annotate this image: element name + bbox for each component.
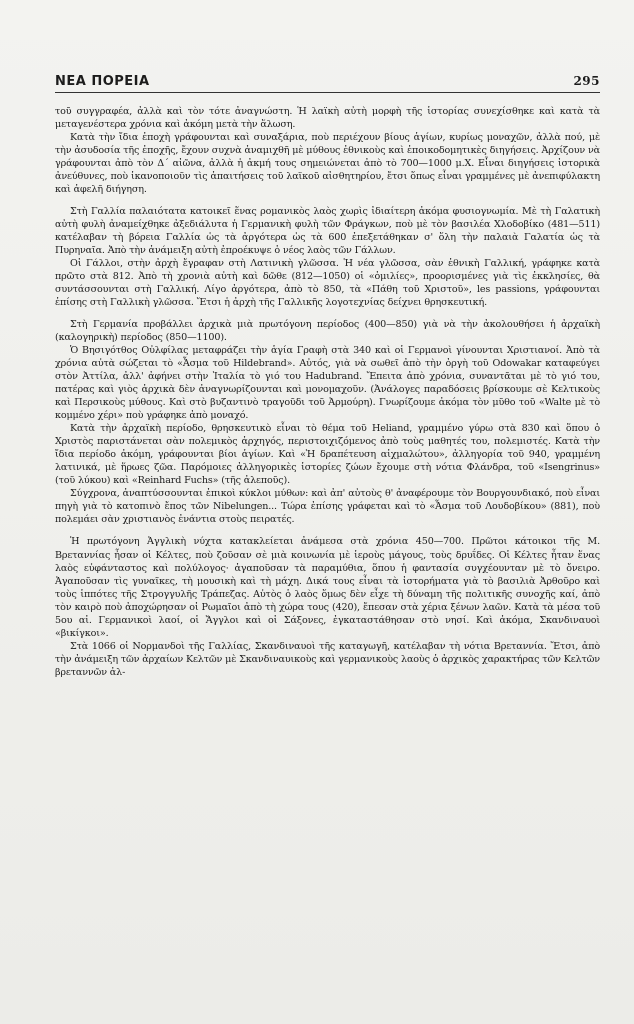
paragraph: Κατὰ τὴν ἀρχαϊκὴ περίοδο, θρησκευτικὸ εἶναι τὸ θέμα τοῦ Heliand, γραμμένο γύρω στὰ 830 καὶ ὅπου ὁ Χριστὸς παριστάνεται σὰν πολεμικὸς ἀρχηγός, περιστοιχιζόμενος ἀπὸ τοὺς μαθητές του, πολεμιστές. Κατὰ τὴν ἴδια περίοδο ἀκόμη, γράφουνται βίοι ἁγίων. Καὶ «Ἡ δραπέτευση αἰχμαλώτου», ἀλληγορία τοῦ 940, γραμμένη λατινικά, μὲ ἥρωες ζῶα. Παρόμοιες ἀλληγορικὲς ἱστορίες ζώων ἔχουμε στὴ νότια Φλάνδρα, τοῦ «Isengrinus» (τοῦ λύκου) καὶ «Reinhard Fuchs» (τῆς ἀλεποῦς). (55, 423, 600, 487)
paragraph: Κατὰ τὴν ἴδια ἐποχὴ γράφουνται καὶ συναξάρια, ποὺ περιέχουν βίους ἁγίων, κυρίως μοναχῶν, ἀλλὰ πού, μὲ τὴν ἀσυδοσία τῆς ἐποχῆς, ἔχουν συχνὰ ἀναμιχθῆ μὲ μύθους ἐθνικοὺς καὶ ἐποικοδομητικὲς διηγήσεις. Ἀρχίζουν νὰ γράφουνται ἀπὸ τὸν Δ´ αἰῶνα, ἀλλὰ ἡ ἀκμή τους σημειώνεται ἀπὸ τὸ 700—1000 μ.Χ. Εἶναι διηγήσεις ἱστορικὰ ἀνεύθυνες, ποὺ ἱκανοποιοῦν τὶς ἀπαιτήσεις τοῦ λαϊκοῦ αἰσθητηρίου, ἔτσι ὅπως εἶναι γραμμένες μὲ ἀνεπιφύλακτη καὶ ἀφελῆ διήγηση. (55, 132, 600, 196)
journal-title: ΝΕΑ ΠΟΡΕΙΑ (55, 74, 150, 89)
page-number: 295 (573, 74, 600, 88)
paragraph: Στὰ 1066 οἱ Νορμανδοὶ τῆς Γαλλίας, Σκανδιναυοὶ τῆς καταγωγῆ, κατέλαβαν τὴ νότια Βρεταννία. Ἔτσι, ἀπὸ τὴν ἀνάμειξη τῶν ἀρχαίων Κελτῶν μὲ Σκανδιναυικοὺς καὶ γερμανικοὺς λαοὺς ὁ ἀρχικὸς χαρακτήρας τῶν Κελτῶν βρεταννῶν ἀλ- (55, 640, 600, 678)
paragraph: Στὴ Γαλλία παλαιότατα κατοικεῖ ἕνας ρομανικὸς λαὸς χωρὶς ἰδιαίτερη ἀκόμα φυσιογνωμία. Μὲ τὴ Γαλατικὴ αὐτὴ φυλὴ ἀναμείχθηκε ἀξεδιάλυτα ἡ Γερμανικὴ φυλὴ τῶν Φράγκων, ποὺ μὲ τὸν βασιλέα Χλοδοβίκο (481—511) κατέλαβαν τὴ βόρεια Γαλλία ὡς τὰ ἀργότερα ὡς τὰ 600 ἐπεξετάθηκαν σ' ὅλη τὴν παλαιὰ Γαλατία ὡς τὰ Πυρηναῖα. Ἀπὸ τὴν ἀνάμειξη αὐτὴ ἐπροέκυψε ὁ νέος λαὸς τῶν Γάλλων. (55, 206, 600, 257)
paragraph: Στὴ Γερμανία προβάλλει ἀρχικὰ μιὰ πρωτόγονη περίοδος (400—850) γιὰ νὰ τὴν ἀκολουθήσει ἡ ἀρχαϊκὴ (καλογηρικὴ) περίοδος (850—1100). (55, 319, 600, 344)
paragraph: Ὁ Βησιγότθος Οὐλφίλας μεταφράζει τὴν ἁγία Γραφὴ στὰ 340 καὶ οἱ Γερμανοὶ γίνουνται Χριστιανοί. Ἀπὸ τὰ χρόνια αὐτὰ σώζεται τὸ «Ἆσμα τοῦ Hildebrand». Αὐτός, γιὰ νὰ σωθεῖ ἀπὸ τὴν ὀργὴ τοῦ Odowakar καταφεύγει στὸν Ἀττίλα, ἀλλ' ἀφήνει στὴν Ἰταλία τὸ γιό του Hadubrand. Ἔπειτα ἀπὸ χρόνια, συναντᾶται μὲ τὸ γιό του, πατέρας καὶ γιὸς ἀρχικὰ δὲν ἀναγνωρίζουνται καὶ μονομαχοῦν. (Ἀνάλογες παραδόσεις βρίσκουμε σὲ Κελτικοὺς καὶ Περσικοὺς μύθους. Καὶ στὸ βυζαντινὸ τραγοῦδι τοῦ Ἀρμούρη). Γνωρίζουμε ἀκόμα τὸν μῦθο τοῦ «Walte μὲ τὸ κομμένο χέρι» ποὺ γράφηκε ἀπὸ μοναχό. (55, 345, 600, 422)
paragraph: Οἱ Γάλλοι, στὴν ἀρχὴ ἔγραφαν στὴ Λατινικὴ γλῶσσα. Ἡ νέα γλῶσσα, σὰν ἐθνικὴ Γαλλική, γράφηκε κατὰ πρῶτο στὰ 812. Ἀπὸ τὴ χρονιὰ αὐτὴ καὶ δῶθε (812—1050) οἱ «ὁμιλίες», προορισμένες γιὰ τὶς ἐκκλησίες, θὰ συντάσσουνται στὴ Γαλλική. Λίγο ἀργότερα, ἀπὸ τὸ 850, τὰ «Πάθη τοῦ Χριστοῦ», les passions, γράφουνται ἐπίσης στὴ Γαλλικὴ γλῶσσα. Ἔτσι ἡ ἀρχὴ τῆς Γαλλικῆς λογοτεχνίας δείχνει θρησκευτική. (55, 258, 600, 309)
paragraph: τοῦ συγγραφέα, ἀλλὰ καὶ τὸν τότε ἀναγνώστη. Ἡ λαϊκὴ αὐτὴ μορφὴ τῆς ἱστορίας συνεχίσθηκε καὶ κατὰ τὰ μεταγενέστερα χρόνια καὶ ἀκόμη μετὰ τὴν ἅλωση. (55, 106, 600, 131)
article-body (55, 105, 600, 679)
paragraph: Σύγχρονα, ἀναπτύσσουνται ἐπικοὶ κύκλοι μύθων: καὶ ἀπ' αὐτοὺς θ' ἀναφέρουμε τὸν Βουργουνδιακό, ποὺ εἶναι πηγὴ γιὰ τὸ κατοπινὸ ἔπος τῶν Nibelungen... Τώρα ἐπίσης γράφεται καὶ τὸ «Ἆσμα τοῦ Λουδοβίκου» (881), ποὺ πολεμάει σὰν χριστιανὸς ἐνάντια στοὺς πειρατές. (55, 488, 600, 526)
running-header (55, 74, 600, 93)
paragraph: Ἡ πρωτόγονη Ἀγγλικὴ νύχτα κατακλείεται ἀνάμεσα στὰ χρόνια 450—700. Πρῶτοι κάτοικοι τῆς Μ. Βρεταννίας ἦσαν οἱ Κέλτες, ποὺ ζοῦσαν σὲ μιὰ κοινωνία μὲ ἱεροὺς μάγους, τοὺς δρυΐδες. Οἱ Κέλτες ἦταν ἕνας λαὸς εὐφάνταστος καὶ πολύλογος· ἀγαποῦσαν τὰ παραμύθια, ὅπου ἡ φαντασία συγχέουνταν μὲ τὸ ὄνειρο. Ἀγαποῦσαν τὶς γυναῖκες, τὴ μουσικὴ καὶ τὴ μάχη. Δικά τους εἶναι τὰ ἱστορήματα γιὰ τὸ βασιλιὰ Ἀρθοῦρο καὶ τοὺς ἱππότες τῆς Στρογγυλῆς Τράπεζας. Αὐτὸς ὁ λαὸς ὅμως δὲν εἶχε τὴ δύναμη τῆς πολιτικῆς συνοχῆς καί, ἀπὸ τὸν καιρὸ ποὺ ἀποχώρησαν οἱ Ρωμαῖοι ἀπὸ τὴ χώρα τους (420), ἔπεσαν στὰ χέρια ξένων λαῶν. Κατὰ τὰ μέσα τοῦ 5ου αἰ. Γερμανικοὶ λαοί, οἱ Ἄγγλοι καὶ οἱ Σάξονες, ἐγκαταστάθησαν στὸ νησί. Καὶ ἀκόμα, Σκανδιναυοὶ «βικίγκοι». (55, 536, 600, 639)
